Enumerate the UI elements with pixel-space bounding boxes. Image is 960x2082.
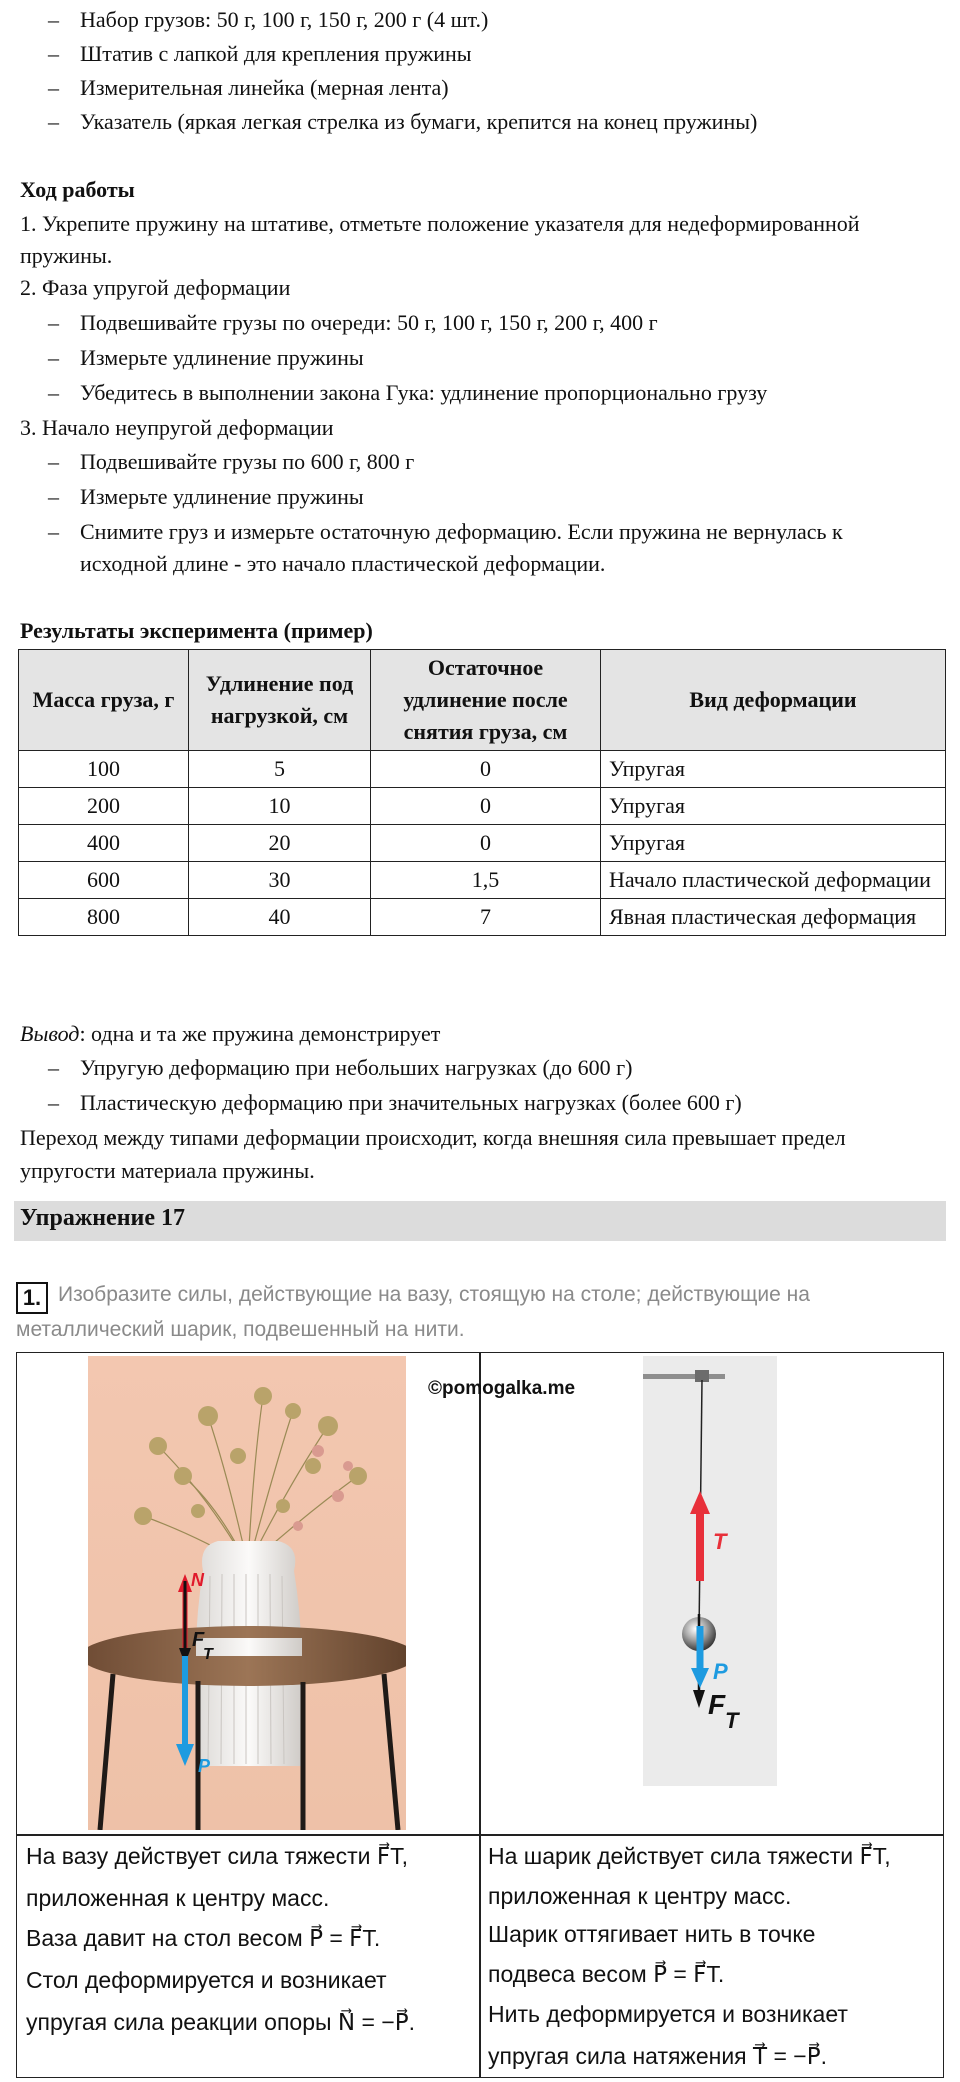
table-cell: Начало пластической деформации — [601, 862, 946, 899]
caption-line: На шарик действует сила тяжести F⃗T, — [488, 1843, 891, 1869]
column-header: Вид деформации — [601, 650, 946, 751]
caption-line: приложенная к центру масс. — [488, 1883, 792, 1909]
conclusion-text: Вывод: одна и та же пружина демонстрирует — [20, 1021, 441, 1046]
question-text: Изобразите силы, действующие на вазу, стоящую на столе; действующие на — [58, 1283, 810, 1306]
table-cell: 200 — [19, 788, 189, 825]
table-cell: Упругая — [601, 751, 946, 788]
conclusion-text: упругости материала пружины. — [20, 1158, 315, 1183]
watermark: ©pomogalka.me — [428, 1378, 576, 1399]
step-text: 1. Укрепите пружину на штативе, отметьте положение указателя для недеформированной — [20, 211, 860, 236]
conclusion-label: Вывод — [20, 1021, 80, 1046]
label-p: P — [198, 1756, 211, 1776]
table-cell: 0 — [371, 788, 601, 825]
grid-divider — [16, 1834, 944, 1836]
table-cell: 800 — [19, 899, 189, 936]
table-header-row — [19, 650, 946, 751]
caption-line: Нить деформируется и возникает — [488, 2001, 848, 2027]
exercise-title: Упражнение 17 — [20, 1205, 186, 1231]
label-ft: F — [708, 1689, 726, 1720]
pendulum-illustration — [643, 1356, 777, 1786]
caption-line: приложенная к центру масс. — [26, 1885, 330, 1911]
question-text: металлический шарик, подвешенный на нити. — [16, 1318, 465, 1341]
results-table — [18, 649, 946, 936]
table-row — [19, 825, 946, 862]
caption-line: подвеса весом P⃗ = F⃗T. — [488, 1961, 725, 1987]
label-ft: F — [192, 1629, 205, 1651]
question-number: 1. — [16, 1282, 48, 1314]
table-cell: 30 — [189, 862, 371, 899]
caption-line: Шарик оттягивает нить в точке — [488, 1921, 816, 1947]
section-heading: Результаты эксперимента (пример) — [20, 618, 373, 643]
table-cell: 400 — [19, 825, 189, 862]
column-header: Удлинение под нагрузкой, см — [189, 650, 371, 751]
exercise-title-bar — [14, 1201, 946, 1241]
caption-line: упругая сила реакции опоры N⃗ = −P⃗. — [26, 2009, 416, 2035]
table-cell: 100 — [19, 751, 189, 788]
step-text: 2. Фаза упругой деформации — [20, 275, 291, 300]
table-cell: Явная пластическая деформация — [601, 899, 946, 936]
background — [643, 1356, 777, 1786]
table-cell: 20 — [189, 825, 371, 862]
column-header: Остаточное удлинение после снятия груза, см — [371, 650, 601, 751]
table-row — [19, 862, 946, 899]
support-rod — [643, 1374, 725, 1379]
table-cell: 0 — [371, 751, 601, 788]
step-text: пружины. — [20, 243, 113, 268]
table-cell: 600 — [19, 862, 189, 899]
conclusion-text: Переход между типами деформации происходит, когда внешняя сила превышает предел — [20, 1125, 846, 1150]
table-cell: 40 — [189, 899, 371, 936]
label-p: P — [713, 1659, 728, 1684]
table-row — [19, 751, 946, 788]
grid-divider — [479, 1352, 481, 2078]
table-row — [19, 788, 946, 825]
label-n: N — [191, 1570, 204, 1590]
caption-line: Ваза давит на стол весом P⃗ = F⃗T. — [26, 1925, 381, 1951]
caption-line: На вазу действует сила тяжести F⃗T, — [26, 1843, 408, 1869]
label-ft-subscript: T — [203, 1646, 213, 1663]
table-cell: Упругая — [601, 825, 946, 862]
table-row — [19, 899, 946, 936]
label-t: T — [713, 1529, 727, 1554]
step-text: 3. Начало неупругой деформации — [20, 415, 334, 440]
table-cell: Упругая — [601, 788, 946, 825]
table-cell: 5 — [189, 751, 371, 788]
label-ft-subscript: T — [725, 1708, 739, 1733]
column-header: Масса груза, г — [19, 650, 189, 751]
table-cell: 10 — [189, 788, 371, 825]
table-cell: 0 — [371, 825, 601, 862]
caption-line: Стол деформируется и возникает — [26, 1967, 387, 1993]
caption-line: упругая сила натяжения T⃗ = −P⃗. — [488, 2043, 827, 2069]
vase-on-table-illustration — [88, 1356, 406, 1830]
table-cell: 1,5 — [371, 862, 601, 899]
section-heading: Ход работы — [20, 177, 135, 202]
table-cell: 7 — [371, 899, 601, 936]
